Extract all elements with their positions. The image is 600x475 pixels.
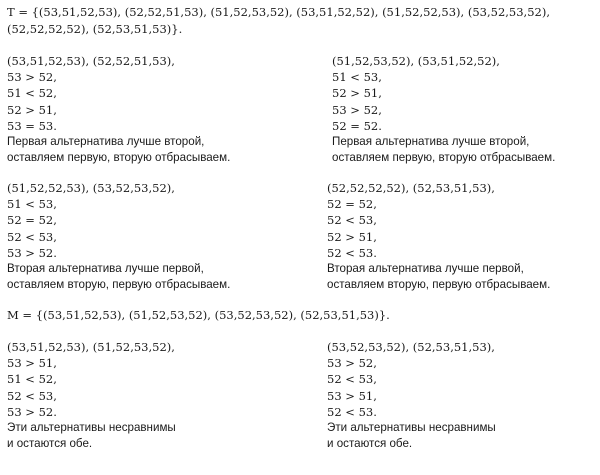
pair-line: (53,52,53,52), (52,53,51,53), — [327, 340, 495, 354]
conclusion-line: и остаются обе. — [327, 437, 413, 451]
comparison-line: 52 < 53, — [327, 372, 377, 387]
comparison-line: 52 = 52, — [7, 213, 57, 228]
comparison-block-2 — [332, 53, 555, 166]
comparison-line: 51 < 53, — [332, 70, 382, 85]
pair-line: (51,52,53,52), (53,51,52,52), — [332, 54, 500, 68]
comparison-line: 52 < 53, — [7, 388, 57, 403]
conclusion-line: и остаются обе. — [7, 437, 93, 451]
comparison-line: 52 > 51, — [332, 86, 382, 101]
comparison-block-1 — [7, 53, 230, 166]
comparison-line: 52 < 53, — [327, 213, 377, 228]
m-set-line: M = {(53,51,52,53), (51,52,53,52), (53,52,53,52), (52,53,51,53)}. — [7, 308, 390, 322]
comparison-line: 52 < 53, — [7, 229, 57, 244]
comparison-line: 53 > 52. — [7, 404, 57, 419]
conclusion-line: Эти альтернативы несравнимы — [327, 421, 496, 435]
comparison-line: 51 < 53, — [7, 197, 57, 212]
comparison-line: 53 > 52, — [327, 356, 377, 371]
comparison-line: 51 < 52, — [7, 372, 57, 387]
comparison-line: 53 > 52, — [332, 102, 382, 117]
conclusion-line: Первая альтернатива лучше второй, — [7, 135, 205, 149]
comparison-line: 51 < 52, — [7, 86, 57, 101]
comparison-line: 52 < 53. — [327, 245, 377, 260]
conclusion-line: оставляем первую, вторую отбрасываем. — [7, 151, 231, 165]
conclusion-line: Эти альтернативы несравнимы — [7, 421, 176, 435]
comparison-line: 53 > 52. — [7, 245, 57, 260]
conclusion-line: Первая альтернатива лучше второй, — [332, 135, 530, 149]
comparison-line: 52 > 51, — [327, 229, 377, 244]
comparison-line: 52 < 53. — [327, 404, 377, 419]
conclusion-line: оставляем вторую, первую отбрасываем. — [7, 278, 231, 292]
comparison-block-6 — [327, 339, 496, 452]
pair-line: (53,51,52,53), (52,52,51,53), — [7, 54, 175, 68]
comparison-block-3 — [7, 180, 230, 293]
pair-line: (53,51,52,53), (51,52,53,52), — [7, 340, 175, 354]
t-set-line-1: T = {(53,51,52,53), (52,52,51,53), (51,52,53,52), (53,51,52,52), (51,52,52,53), (53,52,53,52), — [7, 5, 550, 19]
conclusion-line: Вторая альтернатива лучше первой, — [327, 262, 524, 276]
comparison-line: 53 = 53. — [7, 118, 57, 133]
conclusion-line: оставляем первую, вторую отбрасываем. — [332, 151, 556, 165]
comparison-line: 53 > 52, — [7, 70, 57, 85]
comparison-line: 52 = 52, — [327, 197, 377, 212]
pair-line: (51,52,52,53), (53,52,53,52), — [7, 181, 175, 195]
comparison-line: 52 > 51, — [7, 102, 57, 117]
comparison-line: 52 = 52. — [332, 118, 382, 133]
conclusion-line: оставляем вторую, первую отбрасываем. — [327, 278, 551, 292]
conclusion-line: Вторая альтернатива лучше первой, — [7, 262, 204, 276]
t-set-line-2: (52,52,52,52), (52,53,51,53)}. — [7, 22, 183, 36]
comparison-line: 53 > 51, — [327, 388, 377, 403]
comparison-block-4 — [327, 180, 550, 293]
pair-line: (52,52,52,52), (52,53,51,53), — [327, 181, 495, 195]
comparison-line: 53 > 51, — [7, 356, 57, 371]
comparison-block-5 — [7, 339, 176, 452]
